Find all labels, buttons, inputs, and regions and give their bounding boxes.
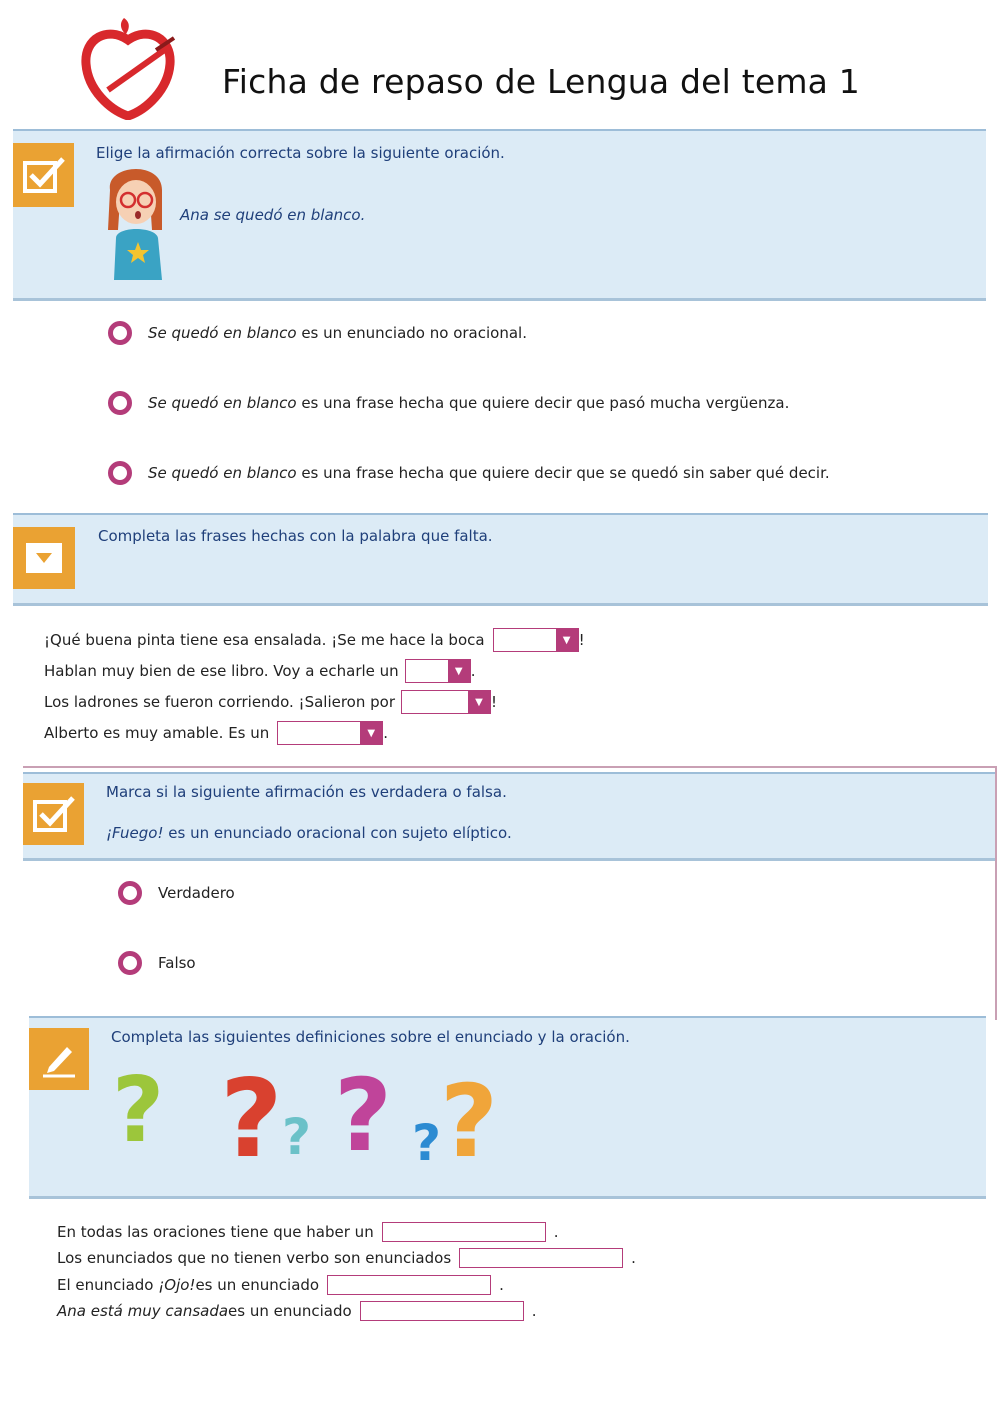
line-text: Hablan muy bien de ese libro. Voy a echarle un [44,662,399,680]
q4-line-1 [57,1222,558,1242]
pencil-icon [29,1028,89,1090]
line-end: . [383,724,389,742]
checkbox-icon [13,143,74,207]
q3-statement [106,824,512,842]
line-text: Alberto es muy amable. Es un [44,724,270,742]
line-emphasis: ¡Ojo! [158,1276,196,1294]
answer-dropdown[interactable] [493,628,579,652]
q1-instruction: Elige la afirmación correcta sobre la siguiente oración. [96,144,505,162]
option-text: es una frase hecha que quiere decir que se quedó sin saber qué decir. [296,464,830,482]
chevron-down-icon[interactable]: ▼ [468,691,490,713]
option-text: es un enunciado no oracional. [296,324,527,342]
line-end: . [631,1249,636,1267]
radio-button[interactable] [108,391,132,415]
line-text: En todas las oraciones tiene que haber un [57,1223,374,1241]
line-end: ! [578,631,585,649]
radio-button[interactable] [108,461,132,485]
q3-instruction: Marca si la siguiente afirmación es verdadera o falsa. [106,783,507,801]
line-end: . [499,1276,504,1294]
line-prefix: El enunciado [57,1276,154,1294]
question-mark-illustration: ? [220,1057,283,1182]
q4-line-3 [57,1275,504,1295]
statement-emphasis: ¡Fuego! [106,824,164,842]
chevron-down-icon[interactable]: ▼ [360,722,382,744]
radio-button[interactable] [108,321,132,345]
option-emphasis: Se quedó en blanco [148,324,297,342]
answer-input[interactable] [327,1275,491,1295]
line-text: es un enunciado [195,1276,320,1294]
chevron-down-icon[interactable]: ▼ [448,660,470,682]
q2-line-2 [44,659,475,683]
apple-pencil-logo-icon [78,10,178,120]
radio-button[interactable] [118,881,142,905]
dropdown-icon [13,527,75,589]
q4-instruction: Completa las siguientes definiciones sobre el enunciado y la oración. [111,1028,630,1046]
option-emphasis: Se quedó en blanco [148,394,297,412]
option-text: Verdadero [158,884,235,902]
page-title: Ficha de repaso de Lengua del tema 1 [222,62,860,101]
checkbox-icon [23,783,84,845]
line-text: Los ladrones se fueron corriendo. ¡Salieron por [44,693,395,711]
answer-dropdown[interactable] [277,721,383,745]
answer-input[interactable] [360,1301,524,1321]
question-mark-illustration: ? [412,1114,442,1172]
line-text: ¡Qué buena pinta tiene esa ensalada. ¡Se me hace la boca [44,631,485,649]
girl-illustration [100,160,170,285]
radio-button[interactable] [118,951,142,975]
question-mark-illustration: ? [112,1058,165,1163]
q3-option-false[interactable] [118,951,196,975]
question-mark-illustration: ? [440,1063,499,1180]
question-mark-illustration: ? [334,1057,393,1174]
q1-option-3[interactable] [108,461,830,485]
line-end: . [553,1223,559,1241]
line-text: es un enunciado [228,1302,352,1320]
q2-line-4 [44,721,388,745]
q2-instruction: Completa las frases hechas con la palabra que falta. [98,527,493,545]
line-end: . [531,1302,537,1320]
question-mark-illustration: ? [282,1108,312,1166]
q1-sentence: Ana se quedó en blanco. [180,206,366,224]
line-end: ! [491,693,498,711]
q1-option-1[interactable] [108,321,527,345]
answer-dropdown[interactable] [401,690,491,714]
q2-line-3 [44,690,497,714]
statement-text: es un enunciado oracional con sujeto elíptico. [163,824,512,842]
q4-line-4 [57,1301,536,1321]
option-text: Falso [158,954,196,972]
answer-input[interactable] [382,1222,546,1242]
option-text: es una frase hecha que quiere decir que pasó mucha vergüenza. [296,394,790,412]
line-text: Los enunciados que no tienen verbo son enunciados [57,1249,452,1267]
answer-dropdown[interactable] [405,659,471,683]
option-emphasis: Se quedó en blanco [148,464,297,482]
q3-option-true[interactable] [118,881,235,905]
q1-option-2[interactable] [108,391,789,415]
line-end: . [470,662,476,680]
q4-line-2 [57,1248,636,1268]
q2-line-1 [44,628,585,652]
line-emphasis: Ana está muy cansada [57,1302,229,1320]
chevron-down-icon[interactable]: ▼ [556,629,578,651]
answer-input[interactable] [459,1248,623,1268]
